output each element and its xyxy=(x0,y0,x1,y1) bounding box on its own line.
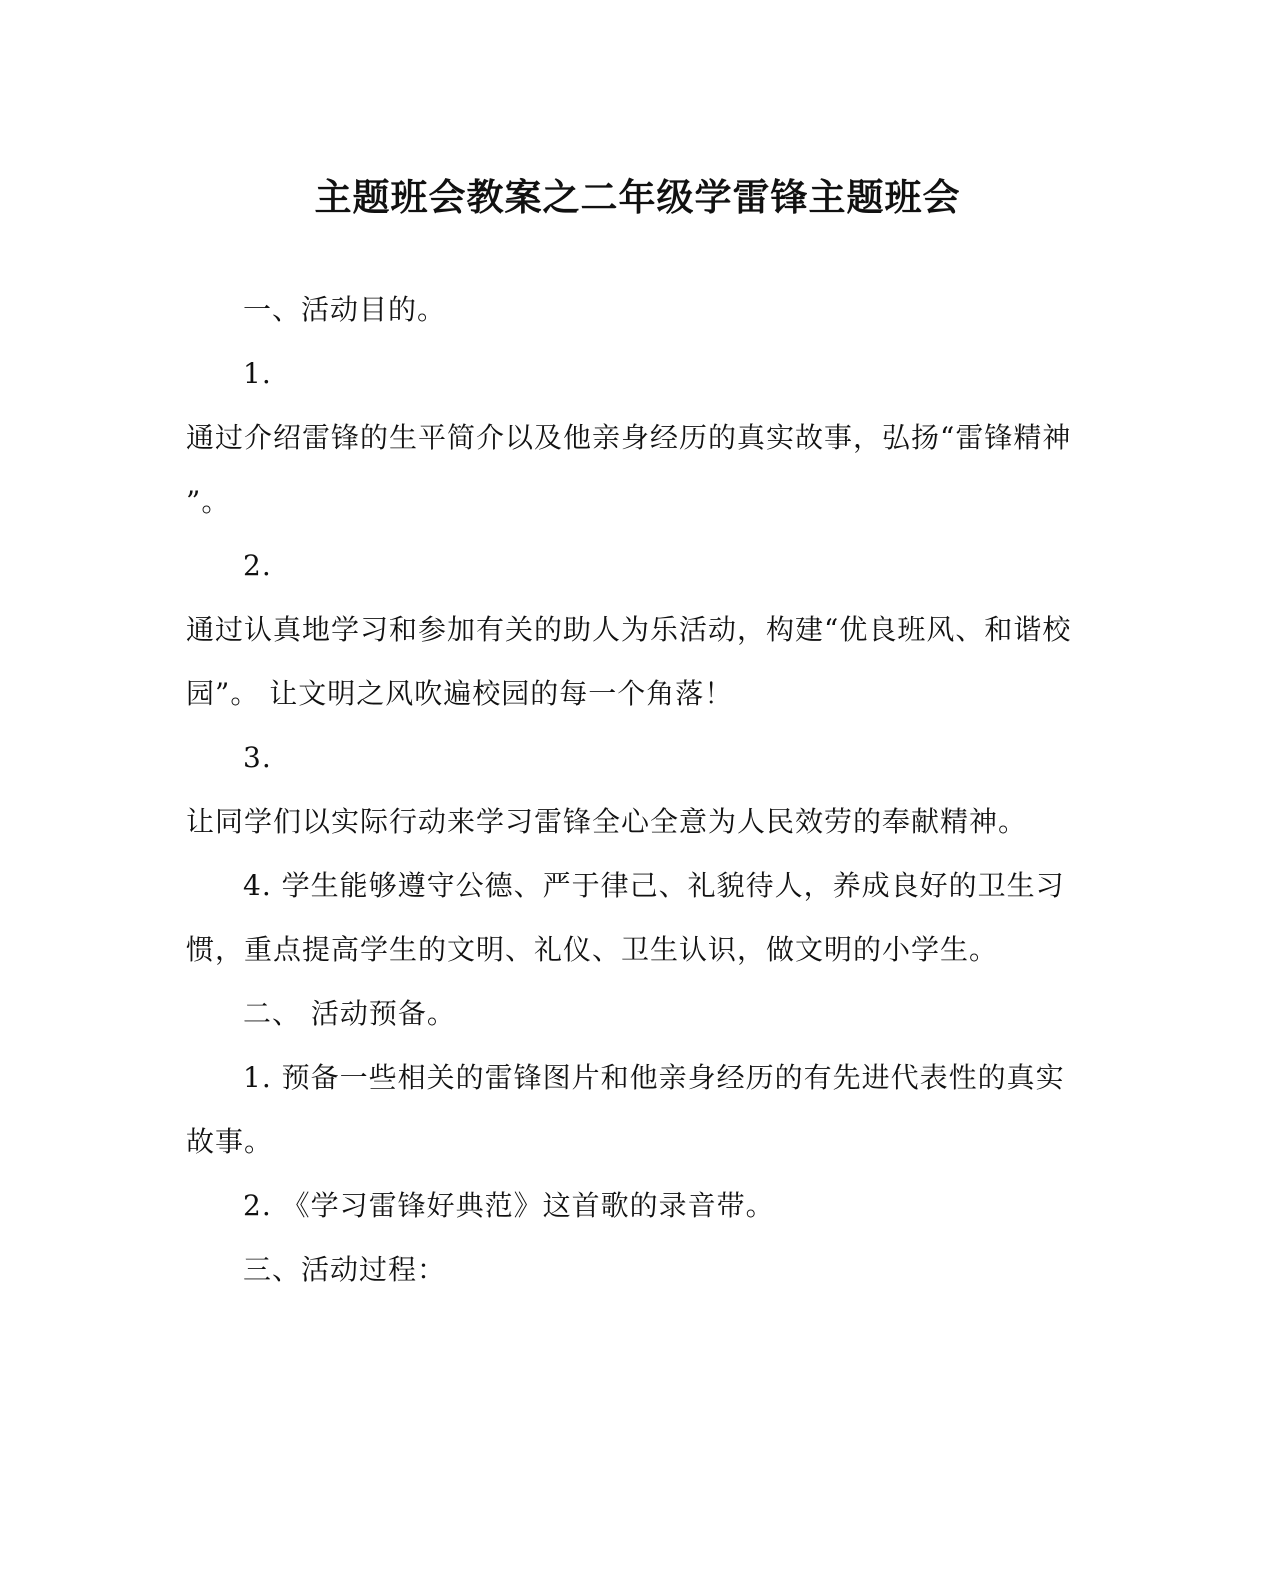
paragraph-line: 1. 预备一些相关的雷锋图片和他亲身经历的有先进代表性的真实 xyxy=(243,1061,1065,1094)
paragraph-line: 4. 学生能够遵守公德、严于律己、礼貌待人，养成良好的卫生习 xyxy=(243,869,1065,902)
paragraph-line: 故事。 xyxy=(186,1125,274,1158)
item-number-2: 2. xyxy=(243,549,272,582)
section-heading-process: 三、活动过程： xyxy=(243,1253,447,1286)
item-number-3: 3. xyxy=(243,741,272,774)
paragraph-line: 让同学们以实际行动来学习雷锋全心全意为人民效劳的奉献精神。 xyxy=(186,805,1028,838)
paragraph-line: 园”。 让文明之风吹遍校园的每一个角落！ xyxy=(186,677,734,710)
paragraph-line: ”。 xyxy=(186,485,231,518)
paragraph-line: 通过认真地学习和参加有关的助人为乐活动，构建“优良班风、和谐校 xyxy=(186,613,1072,646)
paragraph-line: 惯，重点提高学生的文明、礼仪、卫生认识，做文明的小学生。 xyxy=(186,933,999,966)
section-heading-preparation: 二、 活动预备。 xyxy=(243,997,456,1030)
item-number-1: 1. xyxy=(243,357,272,390)
paragraph-line: 2. 《学习雷锋好典范》这首歌的录音带。 xyxy=(243,1189,775,1222)
paragraph-line: 通过介绍雷锋的生平简介以及他亲身经历的真实故事，弘扬“雷锋精神 xyxy=(186,421,1072,454)
document-title: 主题班会教案之二年级学雷锋主题班会 xyxy=(314,176,961,219)
section-heading-purpose: 一、活动目的。 xyxy=(243,293,447,326)
